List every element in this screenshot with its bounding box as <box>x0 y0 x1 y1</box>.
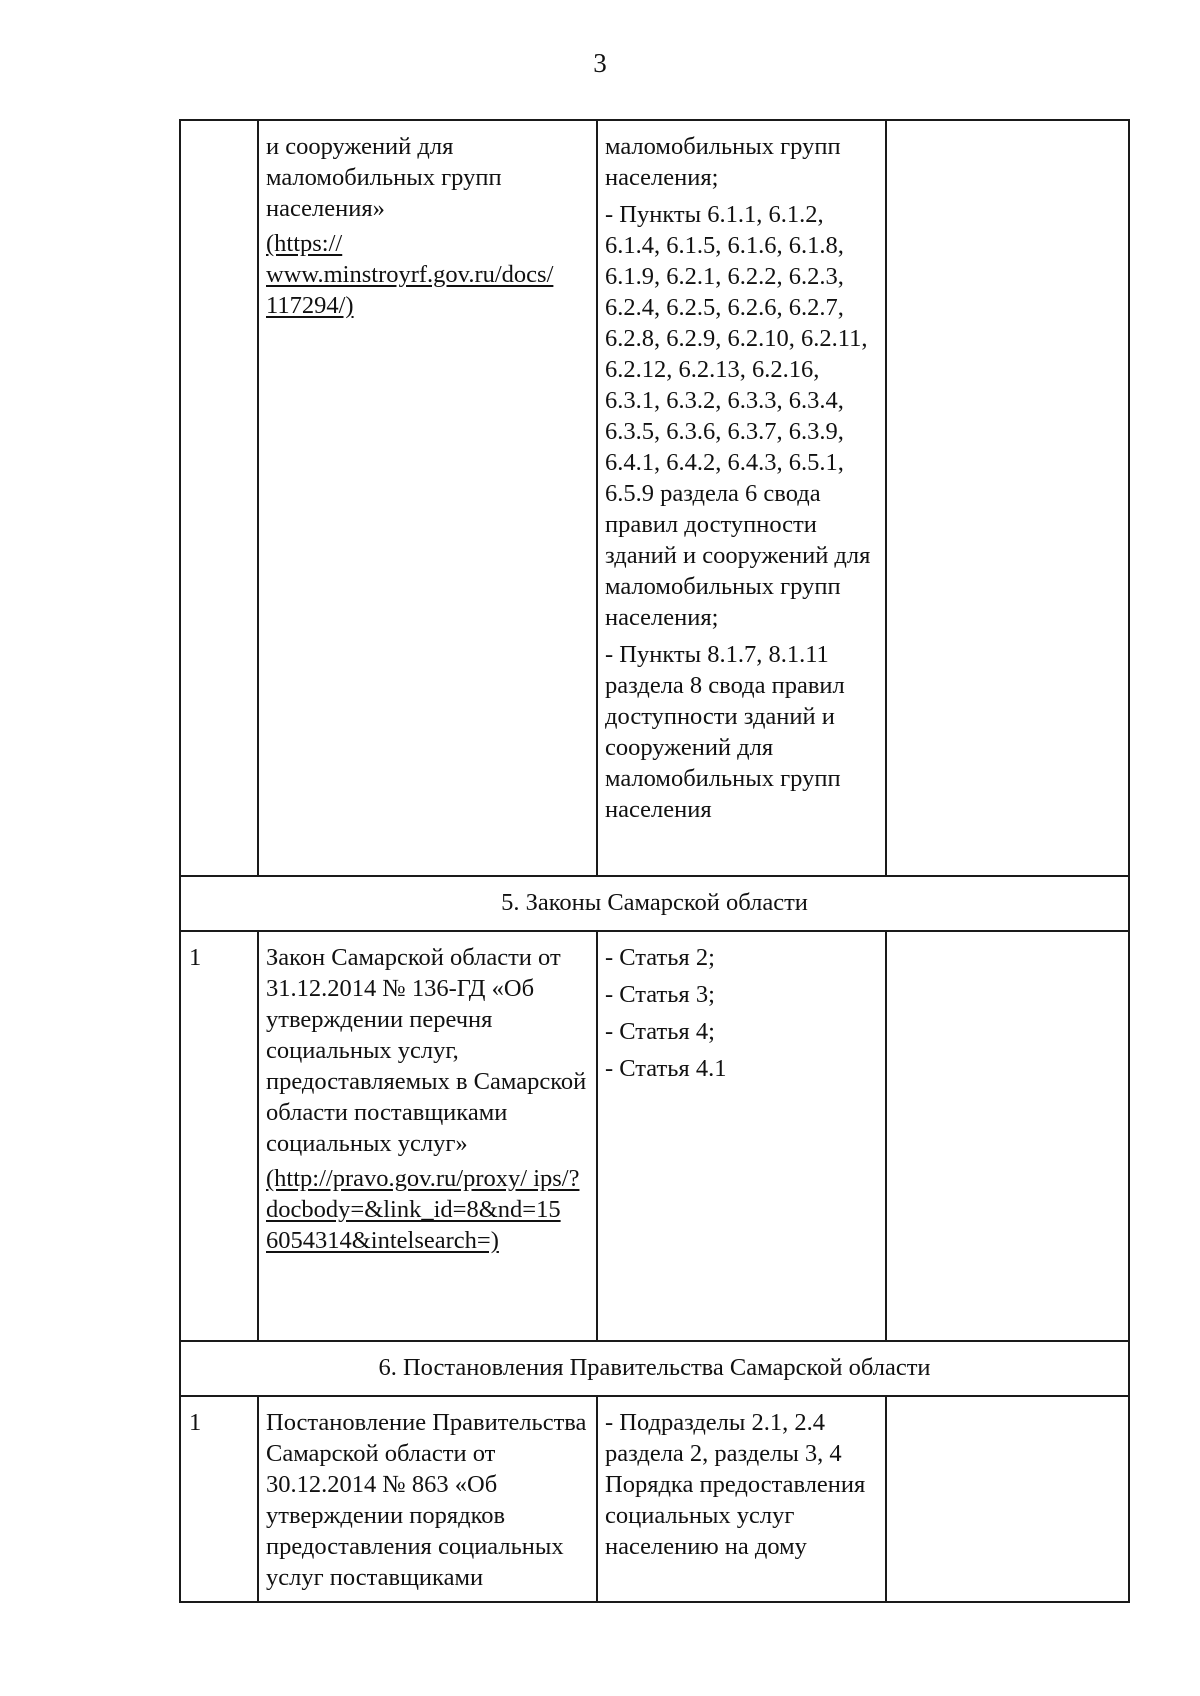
reference-item: - Статья 3; <box>605 981 715 1008</box>
reference-item: - Статья 2; <box>605 944 715 971</box>
document-title: и сооружений для маломобильных групп населения» <box>266 133 502 222</box>
references-cell <box>597 120 886 876</box>
reference-item: маломобильных групп населения; <box>605 133 841 191</box>
document-title: Закон Самарской области от 31.12.2014 № 136-ГД «Об утверждении перечня социальных услуг, предоставляемых в Самарской области поставщиками социальных услуг» <box>266 944 587 1157</box>
row-number-cell: 1 <box>180 1396 258 1602</box>
section-title: 5. Законы Самарской области <box>180 876 1129 931</box>
table-row <box>180 931 1129 1341</box>
section-header-row <box>180 1341 1129 1396</box>
reference-item: - Подразделы 2.1, 2.4 раздела 2, разделы 3, 4 Порядка предоставления социальных услуг населению на дому <box>605 1409 866 1560</box>
table-row <box>180 120 1129 876</box>
document-cell <box>258 1396 597 1602</box>
note-cell <box>886 120 1129 876</box>
references-cell <box>597 1396 886 1602</box>
page-number: 3 <box>593 48 607 78</box>
section-header-row <box>180 876 1129 931</box>
reference-item: - Статья 4; <box>605 1018 715 1045</box>
legal-acts-table <box>179 119 1130 1603</box>
document-title: Постановление Правительства Самарской области от 30.12.2014 № 863 «Об утверждении порядков предоставления социальных услуг поставщиками <box>266 1409 587 1591</box>
reference-item: - Пункты 8.1.7, 8.1.11 раздела 8 свода правил доступности зданий и сооружений для маломобильных групп населения <box>605 641 845 823</box>
table-row <box>180 1396 1129 1602</box>
row-number-cell: 1 <box>180 931 258 1341</box>
document-cell <box>258 120 597 876</box>
row-number-cell <box>180 120 258 876</box>
references-cell <box>597 931 886 1341</box>
reference-item: - Статья 4.1 <box>605 1055 727 1082</box>
reference-item: - Пункты 6.1.1, 6.1.2, 6.1.4, 6.1.5, 6.1.6, 6.1.8, 6.1.9, 6.2.1, 6.2.2, 6.2.3, 6.2.4, 6.2.5, 6.2.6, 6.2.7, 6.2.8, 6.2.9, 6.2.10, 6.2.11, 6.2.12, 6.2.13, 6.2.16, 6.3.1, 6.3.2, 6.3.3, 6.3.4, 6.3.5, 6.3.6, 6.3.7, 6.3.9, 6.4.1, 6.4.2, 6.4.3, 6.5.1, 6.5.9 раздела 6 свода правил доступности зданий и сооружений для маломобильных групп населения; <box>605 201 871 631</box>
document-link[interactable]: (https:// www.minstroyrf.gov.ru/docs/ 117294/) <box>266 230 554 319</box>
document-link[interactable]: (http://pravo.gov.ru/proxy/ ips/? docbody=&link_id=8&nd=15 6054314&intelsearch=) <box>266 1165 580 1254</box>
document-cell <box>258 931 597 1341</box>
section-title: 6. Постановления Правительства Самарской области <box>180 1341 1129 1396</box>
note-cell <box>886 931 1129 1341</box>
note-cell <box>886 1396 1129 1602</box>
